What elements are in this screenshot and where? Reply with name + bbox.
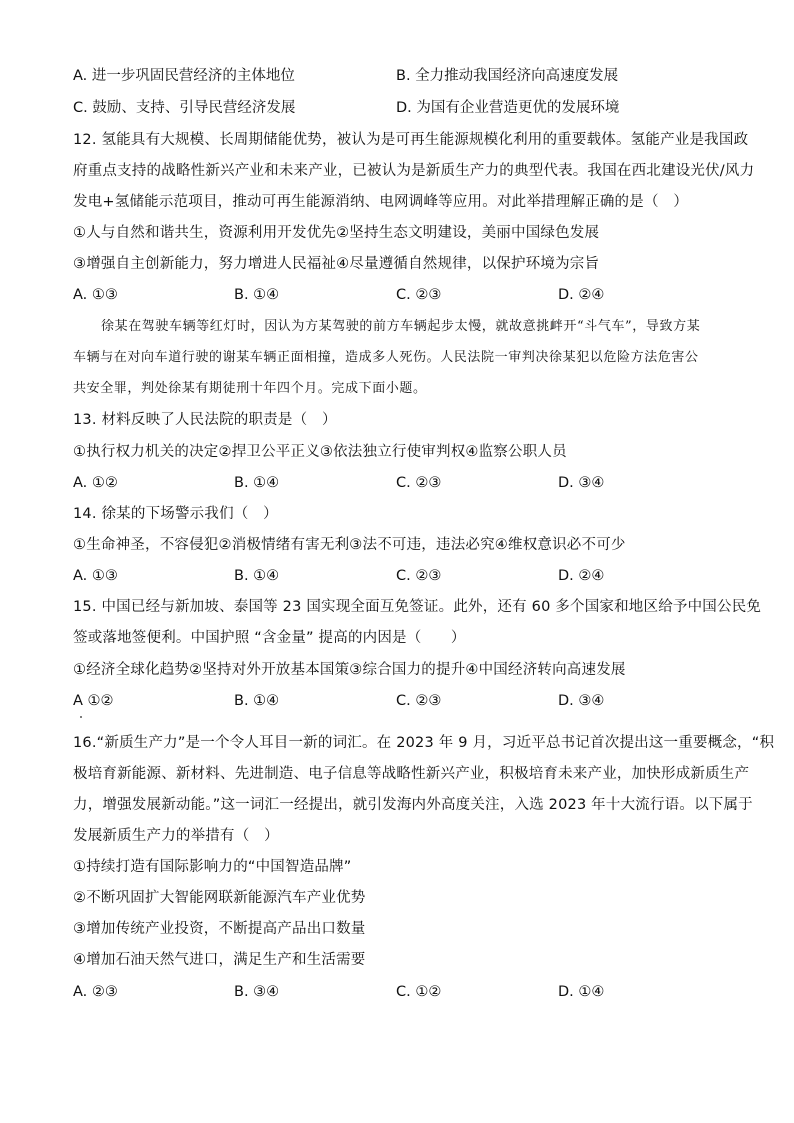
q13-stem: 13. 材料反映了人民法院的职责是（ ）: [73, 412, 337, 428]
q12-option-a: A. ①③: [73, 287, 118, 303]
q12-option-d: D. ②④: [558, 287, 605, 303]
q14-stem: 14. 徐某的下场警示我们（ ）: [73, 506, 278, 522]
q16-statement-4: ④增加石油天然气进口，满足生产和生活需要: [73, 952, 366, 968]
material-line-3: 共安全罪，判处徐某有期徒刑十年四个月。完成下面小题。: [73, 381, 427, 396]
q15-statements: ①经济全球化趋势②坚持对外开放基本国策③综合国力的提升④中国经济转向高速发展: [73, 662, 626, 678]
q11-option-a: A. 进一步巩固民营经济的主体地位: [73, 68, 295, 84]
q11-options-row-1: [73, 66, 733, 86]
q13-option-c: C. ②③: [396, 475, 442, 491]
q12-statements-1: ①人与自然和谐共生，资源利用开发优先②坚持生态文明建设，美丽中国绿色发展: [73, 225, 600, 241]
q14-option-b: B. ①④: [234, 568, 280, 584]
stray-dot-mark: [80, 716, 82, 718]
q15-options: [73, 691, 733, 711]
q13-statements: ①执行权力机关的决定②捍卫公平正义③依法独立行使审判权④监察公职人员: [73, 444, 567, 460]
q15-option-a: A ①②: [73, 693, 114, 709]
q12-statements-2: ③增强自主创新能力，努力增进人民福祉④尽量遵循自然规律，以保护环境为宗旨: [73, 256, 600, 272]
q13-options: [73, 473, 733, 493]
q16-statement-2: ②不断巩固扩大智能网联新能源汽车产业优势: [73, 890, 366, 906]
q16-stem-line-1: 16.“新质生产力”是一个令人耳目一新的词汇。在 2023 年 9 月，习近平总书记首次提出这一重要概念，“积: [73, 735, 775, 751]
q15-option-d: D. ③④: [558, 693, 605, 709]
q12-stem-line-3: 发电+氢储能示范项目，推动可再生能源消纳、电网调峰等应用。对此举措理解正确的是（ ）: [73, 194, 689, 210]
q16-option-c: C. ①②: [396, 984, 442, 1000]
q16-option-d: D. ①④: [558, 984, 605, 1000]
q11-options-row-2: [73, 98, 733, 118]
q16-stem-line-3: 力，增强发展新动能。”这一词汇一经提出，就引发海内外高度关注，入选 2023 年十大流行语。以下属于: [73, 797, 753, 813]
q12-option-c: C. ②③: [396, 287, 442, 303]
q13-option-a: A. ①②: [73, 475, 118, 491]
q15-stem-line-2: 签或落地签便利。中国护照 “含金量” 提高的内因是（ ）: [73, 630, 466, 646]
q16-stem-line-4: 发展新质生产力的举措有（ ）: [73, 828, 279, 844]
q12-stem-line-1: 12. 氢能具有大规模、长周期储能优势，被认为是可再生能源规模化利用的重要载体。氢能产业是我国政: [73, 132, 749, 148]
q12-option-b: B. ①④: [234, 287, 280, 303]
q12-options: [73, 285, 733, 305]
q11-option-d: D. 为国有企业营造更优的发展环境: [396, 100, 620, 116]
q16-stem-line-2: 极培育新能源、新材料、先进制造、电子信息等战略性新兴产业，积极培育未来产业，加快形成新质生产: [73, 766, 750, 782]
q16-option-b: B. ③④: [234, 984, 280, 1000]
q11-option-b: B. 全力推动我国经济向高速度发展: [396, 68, 619, 84]
q13-option-b: B. ①④: [234, 475, 280, 491]
q16-option-a: A. ②③: [73, 984, 118, 1000]
material-line-2: 车辆与在对向车道行驶的谢某车辆正面相撞，造成多人死伤。人民法院一审判决徐某犯以危险方法危害公: [73, 350, 699, 365]
q12-stem-line-2: 府重点支持的战略性新兴产业和未来产业，已被认为是新质生产力的典型代表。我国在西北建设光伏/风力: [73, 163, 755, 179]
q14-option-c: C. ②③: [396, 568, 442, 584]
q14-statements: ①生命神圣，不容侵犯②消极情绪有害无利③法不可违，违法必究④维权意识必不可少: [73, 537, 626, 553]
material-line-1: 徐某在驾驶车辆等红灯时，因认为方某驾驶的前方车辆起步太慢，就故意挑衅开“斗气车”，导致方某: [101, 319, 701, 334]
q13-option-d: D. ③④: [558, 475, 605, 491]
q15-stem-line-1: 15. 中国已经与新加坡、泰国等 23 国实现全面互免签证。此外，还有 60 多个国家和地区给予中国公民免: [73, 599, 762, 615]
q16-statement-1: ①持续打造有国际影响力的“中国智造品牌”: [73, 859, 352, 875]
q14-option-a: A. ①③: [73, 568, 118, 584]
q14-option-d: D. ②④: [558, 568, 605, 584]
q11-option-c: C. 鼓励、支持、引导民营经济发展: [73, 100, 296, 116]
q15-option-c: C. ②③: [396, 693, 442, 709]
q14-options: [73, 566, 733, 586]
q16-statement-3: ③增加传统产业投资，不断提高产品出口数量: [73, 921, 366, 937]
q16-options: [73, 982, 733, 1002]
q15-option-b: B. ①④: [234, 693, 280, 709]
